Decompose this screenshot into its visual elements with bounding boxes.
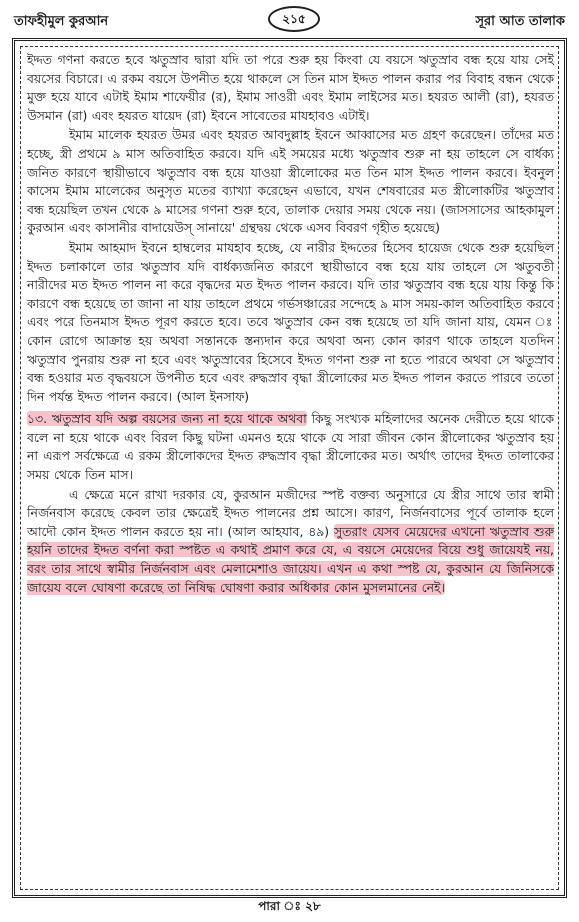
paragraph-2: ইমাম মালেক হযরত উমর এবং হযরত আবদুল্লাহ ইবনে আব্বাসের মত গ্রহণ করেছেন। তাঁদের মত হচ্ছে, স্ত্রী প্রথমে ৯ মাস অতিবাহিত করবে। যদি এই সময়ের মধ্যে ঋতুস্রাব শুরু না হয় তাহলে সে বার্ধক্য জনিত কারণে স্থায়ীভাবে ঋতুস্রাব বন্ধ হয়ে যাওয়া স্ত্রীলোকের মত তিন মাস ইদ্দত পালন করবে। ইবনুল কাসেম ইমাম মালেকের অনুসৃত মতের ব্যাখ্যা করেছেন এভাবে, যখন শেষবারের মত স্ত্রীলোকটির ঋতুস্রাব বন্ধ হয়েছিল তখন থেকে ৯ মাসের গণনা শুরু হবে, তালাক দেয়ার সময় থেকে নয়। (জাসসাসের আহকামুল কুরআন এবং কাসানীর বাদায়েউস্ সানায়ে' গ্রন্থদ্বয় থেকে এসব বিবরণ গৃহীত হয়েছে)	[27, 127, 554, 236]
book-title: তাফহীমুল কুরআন	[14, 14, 109, 29]
paragraph-3: ইমাম আহমাদ ইবনে হাম্বলের মাযহাব হচ্ছে, যে নারীর ইদ্দতের হিসেব হায়েজ থেকে শুরু হয়েছিল ইদ্দত চলাকালে তার ঋতুস্রাব যদি বার্ধক্যজনিত কারণে স্থায়ীভাবে বন্ধ হয়ে যায় তাহলে সে ঋতুবতী নারীদের মত ইদ্দত পালন না করে বৃদ্ধদের মত ইদ্দত পালন করবে। যদি তার ঋতুস্রাব বন্ধ হয়ে যায় কিন্তু কি কারণে বন্ধ হয়েছে তা জানা না যায় তাহলে প্রথমে গর্ভসঞ্চারের সন্দেহে ৯ মাস সময়-কাল অতিবাহিত করবে এবং পরে তিনমাস ইদ্দত পূরণ করতে হবে। তবে ঋতুস্রাব কেন বন্ধ হয়েছে তা যদি জানা যায়, যেমন ঃ কোন রোগে আক্রান্ত হয় অথবা সন্তানকে স্তন্যদান করে অথবা অন্য কোন কারণ থাকে তাহলে যতদিন ঋতুস্রাব পুনরায় শুরু না হবে এবং ঋতুস্রাবের হিসেবে ইদ্দত গণনা শুরু না হতে পারবে অথবা সে ঋতুস্রাব বন্ধ হওয়ার মত বৃদ্ধবয়সে উপনীত হবে এবং রুদ্ধস্রাব বৃদ্ধা স্ত্রীলোকের মত ইদ্দত পালন করতে পারবে ততো দিন পর্যন্ত ইদ্দত পালন করবে। (আল ইনসাফ)	[27, 239, 554, 404]
closing-text: এ ক্ষেত্রে মনে রাখা দরকার যে, কুরআন মজীদের স্পষ্ট বক্তব্য অনুসারে যে স্ত্রীর সাথে তার স্বামী নির্জনবাস করেছে কেবল তার ক্ষেত্রেই ইদ্দত পালনের প্রশ্ন আসে। কারণ, নির্জনবাসের পূর্বে তালাক হলে আদৌ কোন ইদ্দত পালন করতে হয় না। (আল আহযাব, ৪৯)	[27, 486, 554, 539]
footnote-text: কিছু সংখ্যক মহিলাদের অনেক দেরীতে হয়ে থাকে বলে না হয়ে থাকে এবং বিরল কিছু ঘটনা এমনও হয়ে থাকে যে সারা জীবন কোন স্ত্রীলোকের ঋতুস্রাব হয় না এরূপ সর্বক্ষেত্রে এ রকম স্ত্রীলোকদের ইদ্দত রুদ্ধস্রাব বৃদ্ধা স্ত্রীলোকের মত। অর্থাৎ তাদের ইদ্দত তালাকের সময় থেকে তিন মাস।	[27, 411, 554, 483]
footnote-highlight: ১৩. ঋতুস্রাব যদি অল্প বয়সের জন্য না হয়ে থাকে অথবা	[27, 411, 307, 427]
surah-title: সূরা আত তালাক	[475, 14, 565, 29]
paragraph-1: ইদ্দত গণনা করতে হবে ঋতুস্রাব দ্বারা যদি তা পরে শুরু হয় কিংবা যে বয়সে ঋতুস্রাব বন্ধ হয়ে যায় সেই বয়সের বিচারে। এ রকম বয়সে উপনীত হয়ে থাকলে সে তিন মাস ইদ্দত পালন করার পর বিবাহ বন্ধন থেকে মুক্ত হয়ে যাবে এটাই ইমাম শাফেয়ীর (র), ইমাম সাওরী এবং ইমাম লাইসের মত। হযরত আলী (রা), হযরত উসমান (রা) এবং হযরত যায়েদ (রা) ইবনে সাবেতের মাযহাবও এটাই।	[27, 52, 554, 123]
page-header	[0, 0, 579, 38]
para-footer: পারা ঃ ২৮	[258, 899, 321, 913]
text-body	[27, 51, 554, 598]
page-border	[12, 38, 567, 898]
footnote-13	[27, 410, 554, 484]
page-number: ২১৫	[268, 6, 320, 32]
page-inner-border	[20, 46, 559, 890]
closing-paragraph	[27, 486, 554, 598]
closing-highlight: সুতরাং যেসব মেয়েদের এখনো ঋতুস্রাব শুরু হয়নি তাদের ইদ্দত বর্ণনা করা স্পষ্টত এ কথাই প্রমাণ করে যে, এ বয়সে মেয়েদের বিয়ে শুধু জায়েযই নয়, বরং তার সাথে স্বামীর নির্জনবাস এবং মেলামেশাও জায়েয। এখন এ কথা স্পষ্ট যে, কুরআন যে জিনিসকে জায়েয বলে ঘোষণা করেছে তা নিষিদ্ধ ঘোষণা করার অধিকার কোন মুসলমানের নেই।	[27, 523, 554, 595]
